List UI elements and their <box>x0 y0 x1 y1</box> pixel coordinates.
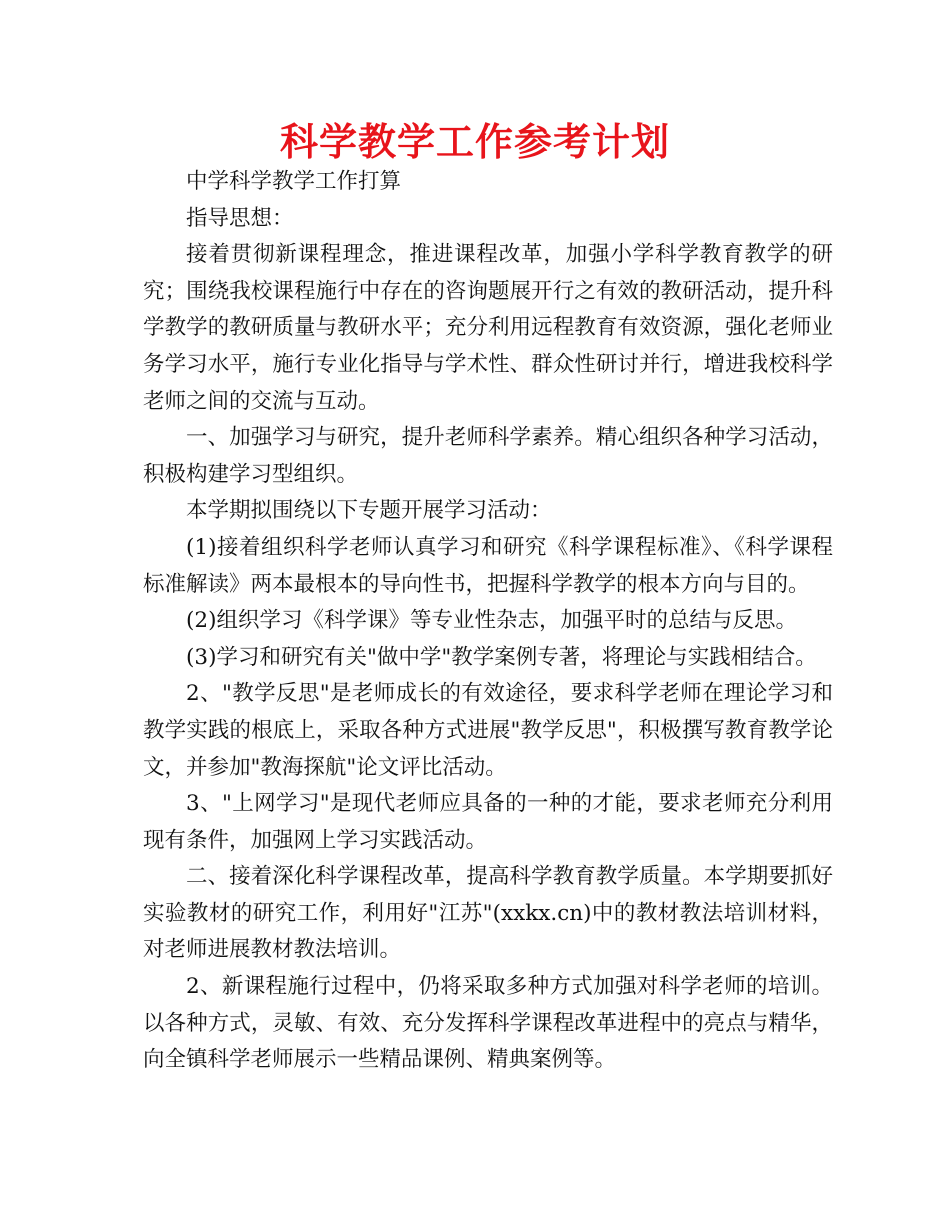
document-title: 科学教学工作参考计划 <box>279 119 670 164</box>
paragraph-item-2: (2)组织学习《科学课》等专业性杂志，加强平时的总结与反思。 <box>186 608 797 634</box>
paragraph-guiding-label: 指导思想： <box>186 205 294 231</box>
paragraph-item-1: (1)接着组织科学老师认真学习和研究《科学课程标准》、《科学课程标准解读》两本最根本的导向性书，把握科学教学的根本方向与目的。 <box>143 534 833 597</box>
paragraph-guiding-ideas: 接着贯彻新课程理念，推进课程改革，加强小学科学教育教学的研究；围绕我校课程施行中存在的咨询题展开行之有效的教研活动，提升科学教学的教研质量与教研水平；充分利用远程教育有效资源，强化老师业务学习水平，施行专业化指导与学术性、群众性研讨并行，增进我校科学老师之间的交流与互动。 <box>143 242 833 414</box>
paragraph-section-two: 二、接着深化科学课程改革，提高科学教育教学质量。本学期要抓好实验教材的研究工作，利用好"江苏"(xxkx.cn)中的教材教法培训材料，对老师进展教材教法培训。 <box>143 864 833 963</box>
paragraph-online-learning: 3、"上网学习"是现代老师应具备的一种的才能，要求老师充分利用现有条件，加强网上学习实践活动。 <box>143 791 833 853</box>
paragraph-teacher-training: 2、新课程施行过程中，仍将采取多种方式加强对科学老师的培训。以各种方式，灵敏、有效、充分发挥科学课程改革进程中的亮点与精华，向全镇科学老师展示一些精品课例、精典案例等。 <box>143 974 833 1073</box>
paragraph-heading: 中学科学教学工作打算 <box>186 169 402 194</box>
paragraph-item-3: (3)学习和研究有关"做中学"教学案例专著，将理论与实践相结合。 <box>186 644 817 670</box>
document-body <box>143 164 833 1079</box>
paragraph-section-one: 一、加强学习与研究，提升老师科学素养。精心组织各种学习活动，积极构建学习型组织。 <box>143 425 833 487</box>
paragraph-study-topics-intro: 本学期拟围绕以下专题开展学习活动： <box>186 498 552 524</box>
paragraph-teaching-reflection: 2、"教学反思"是老师成长的有效途径，要求科学老师在理论学习和教学实践的根底上，采取各种方式进展"教学反思"，积极撰写教育教学论文，并参加"教海探航"论文评比活动。 <box>143 681 833 780</box>
